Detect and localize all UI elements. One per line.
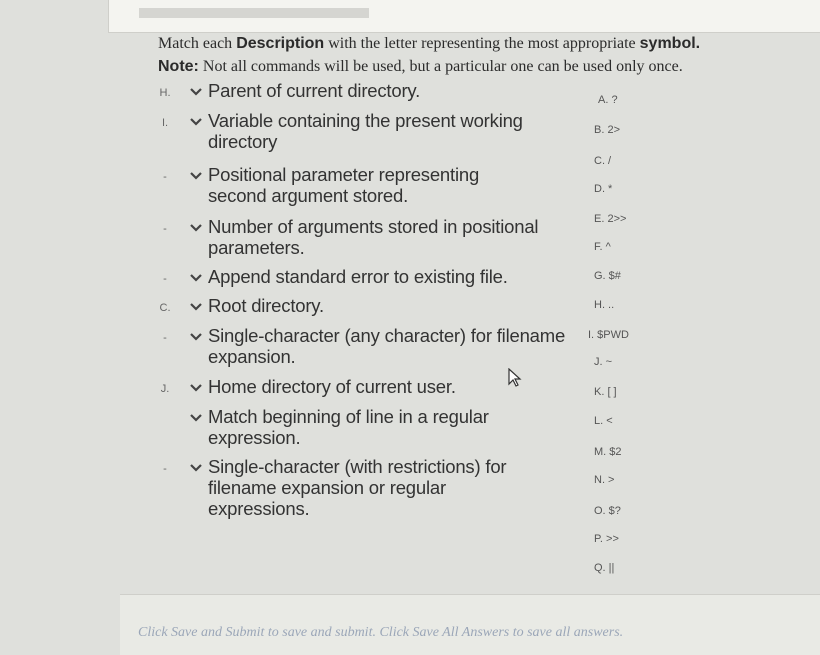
symbol-bold: symbol.	[639, 35, 701, 52]
answer-dropdown[interactable]	[158, 82, 204, 104]
option-item: L. <	[594, 415, 613, 427]
option-item: K. [ ]	[594, 386, 617, 398]
option-item: Q. ||	[594, 562, 615, 574]
option-item: G. $#	[594, 270, 621, 282]
instruction-line-2: Note: Not all commands will be used, but a particular one can be used only once.	[158, 58, 683, 75]
description-bold: Description	[236, 35, 325, 52]
chevron-down-icon[interactable]	[190, 86, 204, 100]
chevron-down-icon[interactable]	[190, 331, 204, 345]
option-item: H. ..	[594, 299, 615, 311]
option-item: J. ~	[594, 356, 613, 368]
answer-dropdown[interactable]	[158, 268, 204, 290]
chevron-down-icon[interactable]	[190, 382, 204, 396]
selected-letter: H.	[159, 87, 171, 99]
chevron-down-icon[interactable]	[190, 412, 204, 426]
selected-letter: -	[163, 171, 167, 183]
selected-letter: -	[163, 463, 167, 475]
answer-dropdown[interactable]	[158, 378, 204, 400]
mouse-cursor-icon	[507, 368, 523, 388]
selected-letter: I.	[161, 117, 169, 129]
question-text: Parent of current directory.	[208, 80, 421, 101]
answer-dropdown[interactable]	[158, 408, 204, 430]
answer-dropdown[interactable]	[158, 297, 204, 319]
option-item: F. ^	[594, 241, 611, 253]
selected-letter: -	[163, 223, 167, 235]
selected-letter: C.	[159, 302, 171, 314]
question-text: Root directory.	[208, 295, 324, 316]
note-bold: Note:	[158, 58, 199, 75]
option-item: A. ?	[598, 94, 618, 106]
question-text: Variable containing the present working directory	[208, 110, 523, 152]
chevron-down-icon[interactable]	[190, 462, 204, 476]
question-text: Match beginning of line in a regular expression.	[208, 406, 489, 448]
answer-dropdown[interactable]	[158, 458, 204, 480]
chevron-down-icon[interactable]	[190, 301, 204, 315]
question-text: Single-character (with restrictions) for filename expansion or regular expressions.	[208, 456, 507, 519]
option-item: B. 2>	[594, 124, 620, 136]
selected-letter: -	[163, 332, 167, 344]
answer-dropdown[interactable]	[158, 218, 204, 240]
option-item: I. $PWD	[588, 329, 629, 341]
chevron-down-icon[interactable]	[190, 272, 204, 286]
question-text: Home directory of current user.	[208, 376, 456, 397]
selected-letter: J.	[160, 383, 170, 395]
option-item: M. $2	[594, 446, 622, 458]
submit-panel	[120, 594, 820, 655]
question-text: Append standard error to existing file.	[208, 266, 508, 287]
option-item: D. *	[594, 183, 613, 195]
answer-dropdown[interactable]	[158, 112, 204, 134]
option-item: O. $?	[594, 505, 621, 517]
option-item: P. >>	[594, 533, 619, 545]
selected-letter: -	[163, 273, 167, 285]
question-text: Number of arguments stored in positional parameters.	[208, 216, 539, 258]
option-item: N. >	[594, 474, 615, 486]
submit-instructions: Click Save and Submit to save and submit. Click Save All Answers to save all answers.	[138, 625, 624, 640]
option-item: E. 2>>	[594, 213, 627, 225]
instruction-line-1: Match each Description with the letter representing the most appropriate symbol.	[158, 35, 701, 52]
option-item: C. /	[594, 155, 612, 167]
chevron-down-icon[interactable]	[190, 222, 204, 236]
chevron-down-icon[interactable]	[190, 116, 204, 130]
chevron-down-icon[interactable]	[190, 170, 204, 184]
question-text: Positional parameter representing second argument stored.	[208, 164, 480, 206]
answer-dropdown[interactable]	[158, 327, 204, 349]
answer-dropdown[interactable]	[158, 166, 204, 188]
question-text: Single-character (any character) for filename expansion.	[208, 325, 566, 367]
